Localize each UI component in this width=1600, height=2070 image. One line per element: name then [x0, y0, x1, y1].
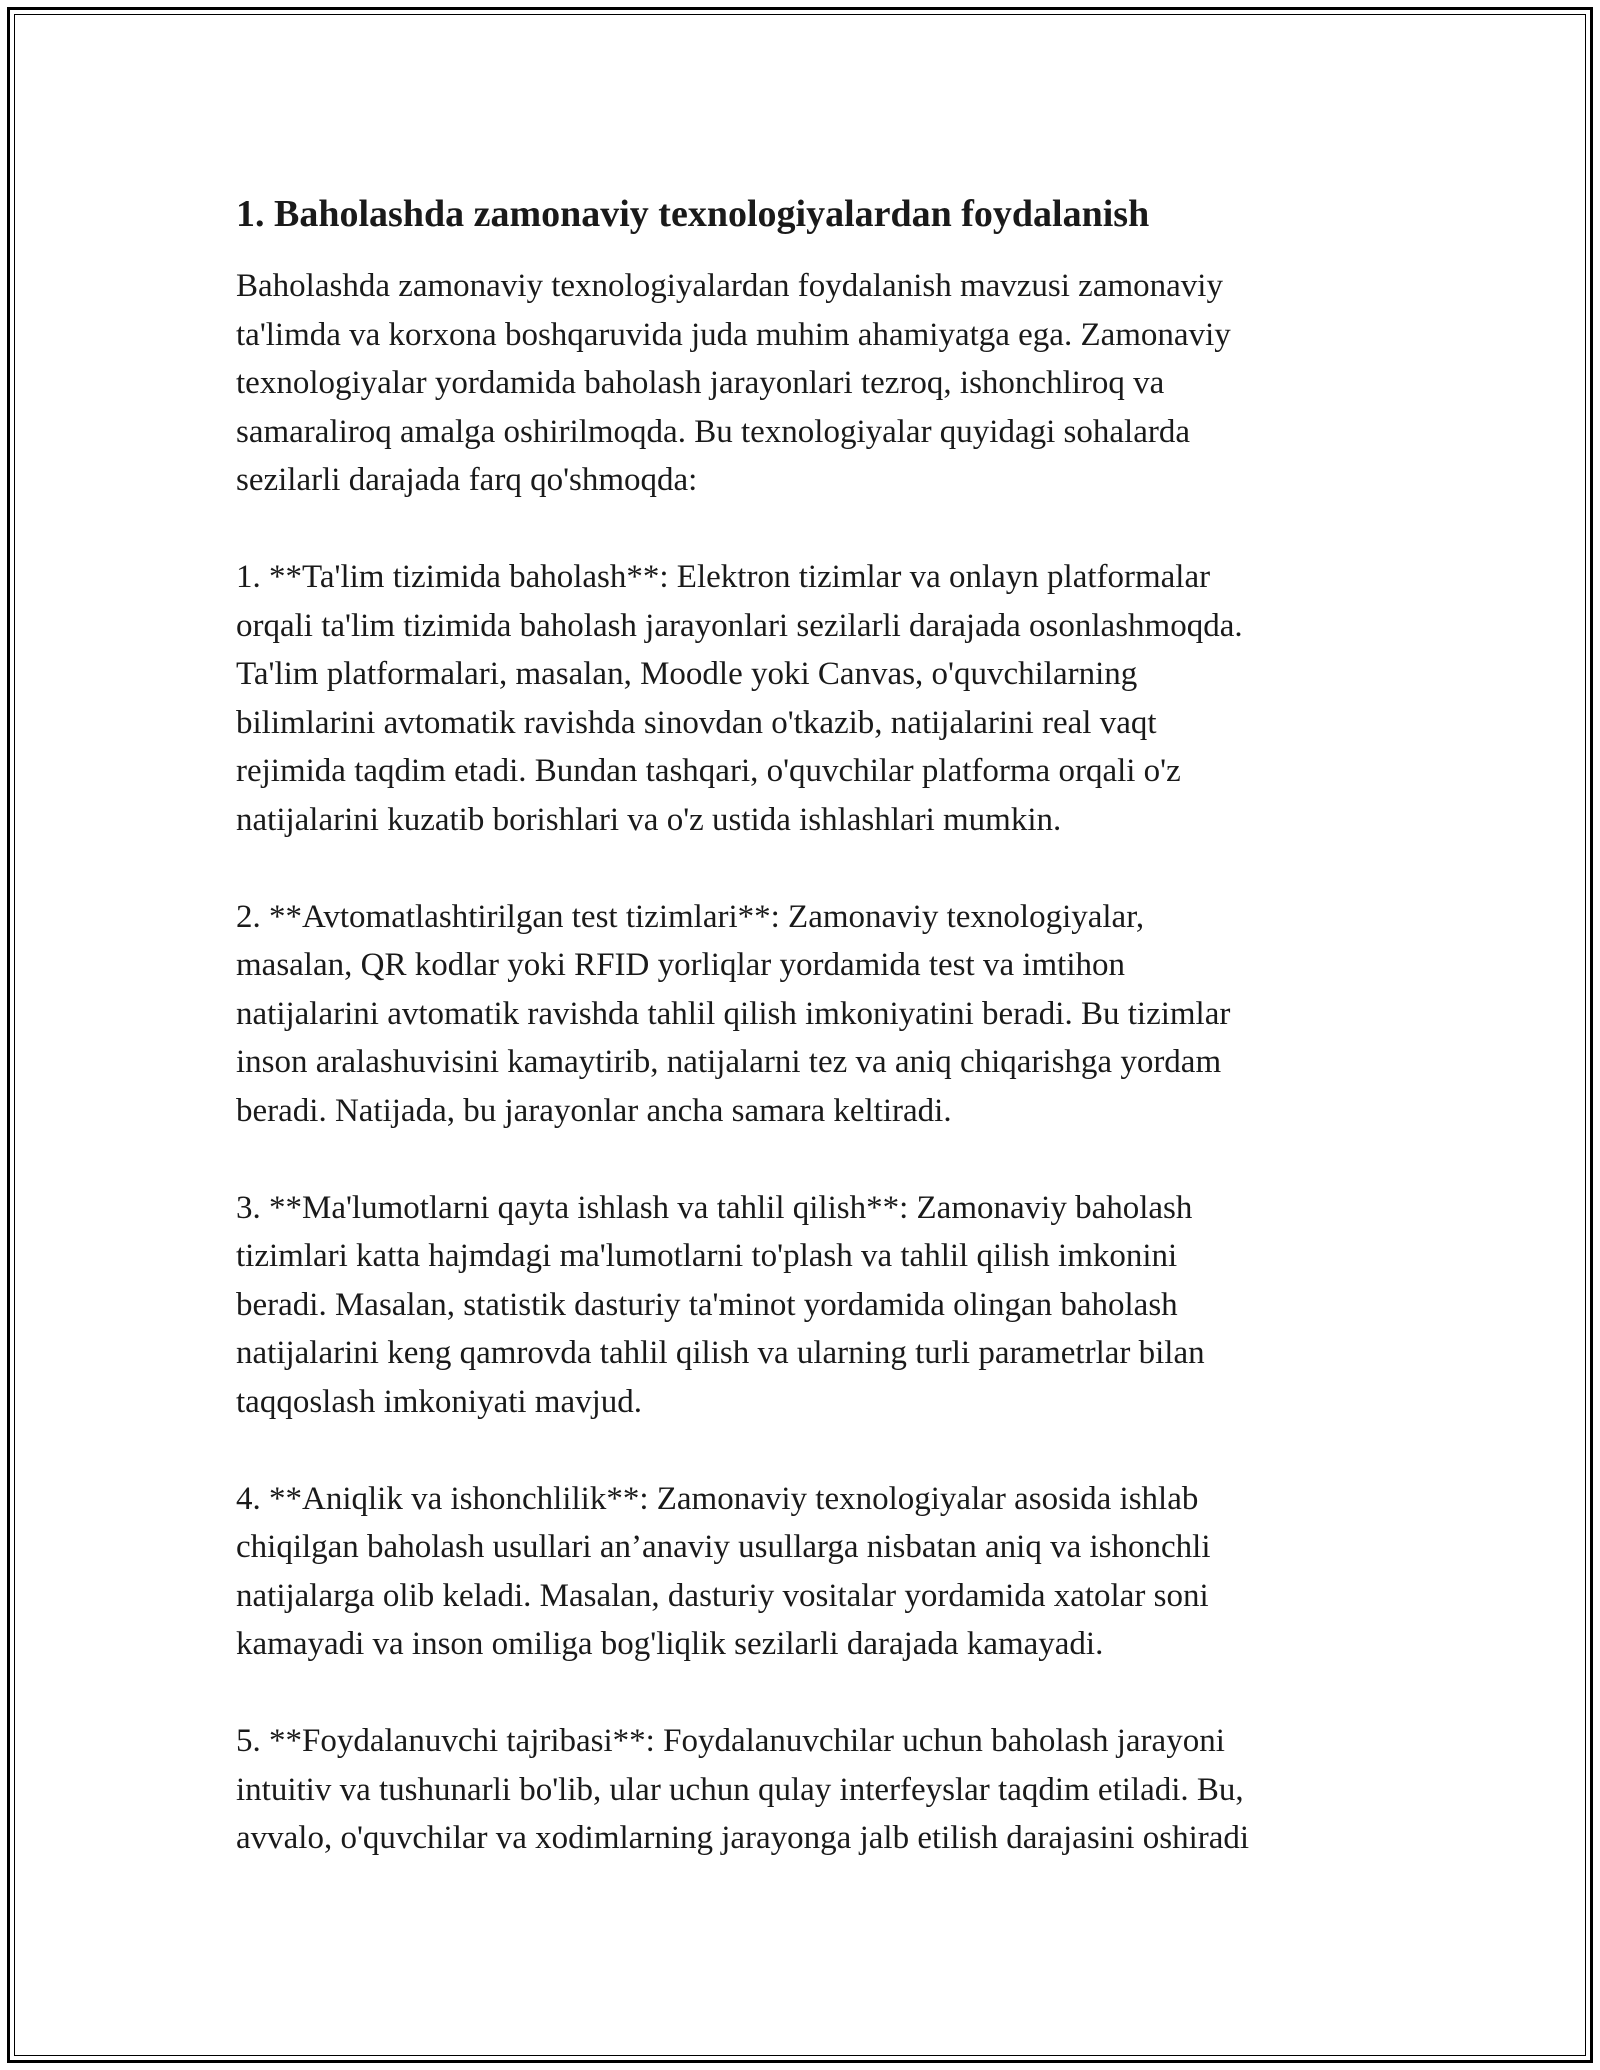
paragraph-gap [236, 1135, 1386, 1184]
paragraph-gap [236, 1669, 1386, 1718]
paragraph-intro [236, 262, 1386, 505]
document-body [236, 186, 1386, 1863]
paragraph-gap [236, 844, 1386, 893]
document-title: 1. Baholashda zamonaviy texnologiyalardan foydalanish [236, 193, 1150, 235]
text-line: bilimlarini avtomatik ravishda sinovdan o'tkazib, natijalarini real vaqt [236, 704, 1157, 741]
text-line: natijalarga olib keladi. Masalan, dasturiy vositalar yordamida xatolar soni [236, 1577, 1209, 1614]
text-line: inson aralashuvisini kamaytirib, natijalarni tez va aniq chiqarishga yordam [236, 1044, 1222, 1080]
text-line: Ta'lim platformalari, masalan, Moodle yoki Canvas, o'quvchilarning [236, 656, 1138, 692]
paragraph-gap [236, 505, 1386, 554]
text-line: 4. **Aniqlik va ishonchlilik**: Zamonaviy texnologiyalar asosida ishlab [236, 1480, 1199, 1517]
text-line: texnologiyalar yordamida baholash jarayonlari tezroq, ishonchliroq va [236, 365, 1165, 401]
paragraph-item-1 [236, 553, 1386, 844]
paragraph-item-3 [236, 1184, 1386, 1427]
text-line: rejimida taqdim etadi. Bundan tashqari, o'quvchilar platforma orqali o'z [236, 753, 1181, 789]
text-line: natijalarini keng qamrovda tahlil qilish va ularning turli parametrlar bilan [236, 1335, 1205, 1371]
text-line: natijalarini kuzatib borishlari va o'z ustida ishlashlari mumkin. [236, 801, 1062, 838]
text-line: sezilarli darajada farq qo'shmoqda: [236, 462, 698, 498]
text-line: 3. **Ma'lumotlarni qayta ishlash va tahlil qilish**: Zamonaviy baholash [236, 1189, 1193, 1226]
text-line: taqqoslash imkoniyati mavjud. [236, 1383, 643, 1420]
text-line: 1. **Ta'lim tizimida baholash**: Elektron tizimlar va onlayn platformalar [236, 559, 1211, 595]
text-line: beradi. Masalan, statistik dasturiy ta'minot yordamida olingan baholash [236, 1286, 1178, 1323]
text-line: chiqilgan baholash usullari an’anaviy usullarga nisbatan aniq va ishonchli [236, 1529, 1211, 1565]
text-line: beradi. Natijada, bu jarayonlar ancha samara keltiradi. [236, 1092, 952, 1129]
text-line: 2. **Avtomatlashtirilgan test tizimlari**: Zamonaviy texnologiyalar, [236, 898, 1145, 935]
text-line: kamayadi va inson omiliga bog'liqlik sezilarli darajada kamayadi. [236, 1626, 1104, 1662]
text-line: ta'limda va korxona boshqaruvida juda muhim ahamiyatga ega. Zamonaviy [236, 316, 1231, 353]
text-line: samaraliroq amalga oshirilmoqda. Bu texnologiyalar quyidagi sohalarda [236, 413, 1190, 450]
paragraph-item-5 [236, 1717, 1386, 1863]
text-line: natijalarini avtomatik ravishda tahlil qilish imkoniyatini beradi. Bu tizimlar [236, 995, 1231, 1032]
text-line: intuitiv va tushunarli bo'lib, ular uchun qulay interfeyslar taqdim etiladi. Bu, [236, 1771, 1244, 1808]
text-line: Baholashda zamonaviy texnologiyalardan foydalanish mavzusi zamonaviy [236, 268, 1223, 304]
paragraph-item-2 [236, 893, 1386, 1136]
text-line: tizimlari katta hajmdagi ma'lumotlarni to'plash va tahlil qilish imkonini [236, 1238, 1178, 1274]
text-line: 5. **Foydalanuvchi tajribasi**: Foydalanuvchilar uchun baholash jarayoni [236, 1723, 1225, 1759]
paragraph-item-4 [236, 1475, 1386, 1669]
text-line: masalan, QR kodlar yoki RFID yorliqlar yordamida test va imtihon [236, 947, 1126, 983]
text-line: avvalo, o'quvchilar va xodimlarning jarayonga jalb etilish darajasini oshiradi [236, 1820, 1250, 1856]
paragraph-gap [236, 1426, 1386, 1475]
text-line: orqali ta'lim tizimida baholash jarayonlari sezilarli darajada osonlashmoqda. [236, 607, 1243, 644]
